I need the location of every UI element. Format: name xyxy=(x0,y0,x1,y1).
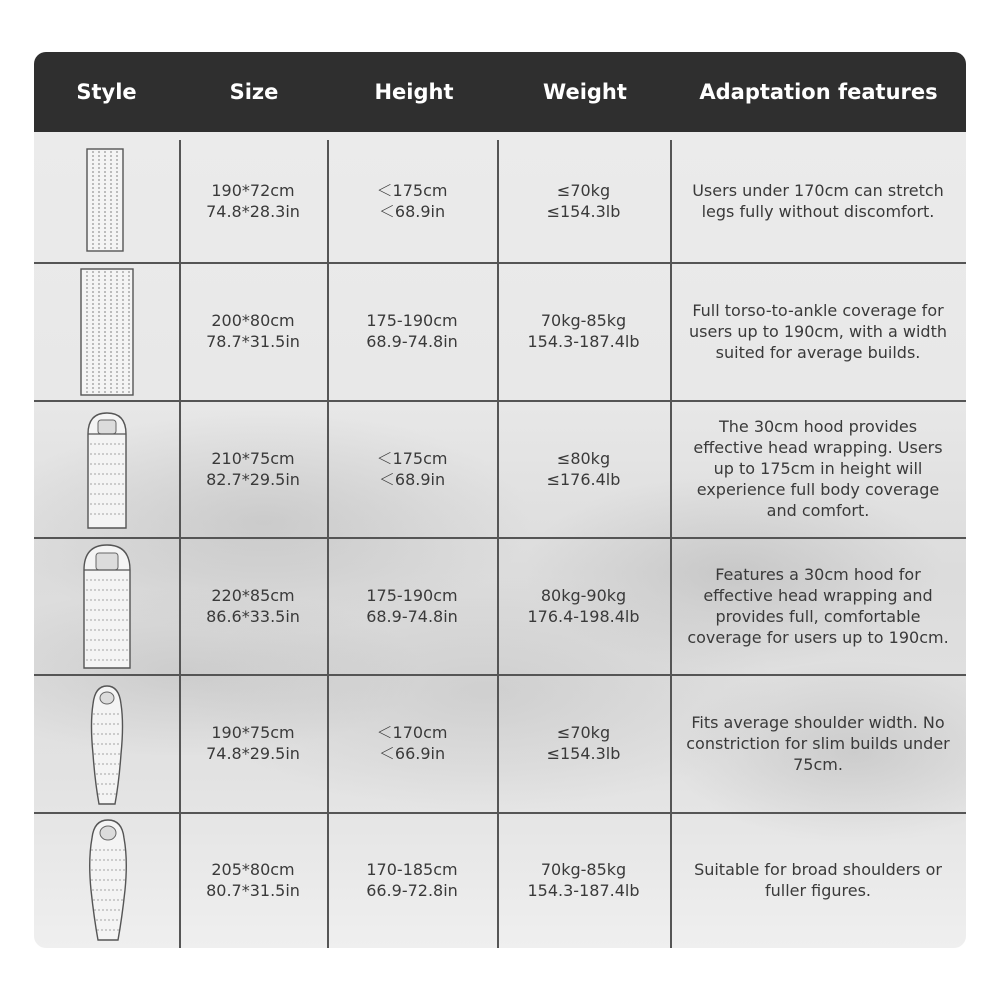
height-in: ＜68.9in xyxy=(378,469,446,489)
header-weight: Weight xyxy=(543,80,627,104)
weight-cell xyxy=(497,812,670,948)
weight-cell xyxy=(497,674,670,812)
weight-kg: ≤80kg xyxy=(556,448,611,468)
height-cm: 175-190cm xyxy=(366,585,458,605)
feature-line: Features a 30cm hood for xyxy=(715,564,921,584)
weight-lb: ≤154.3lb xyxy=(546,202,621,221)
feature-line: suited for average builds. xyxy=(715,342,921,362)
header-height: Height xyxy=(374,80,454,104)
size-cm: 190*75cm xyxy=(211,723,295,742)
features-cell xyxy=(670,262,966,400)
feature-line: Fits average shoulder width. No xyxy=(691,712,945,732)
height-in: ＜66.9in xyxy=(378,744,446,763)
size-cell xyxy=(179,140,327,262)
feature-line: experience full body coverage xyxy=(696,480,940,499)
height-cell xyxy=(327,140,497,262)
feature-line: effective head wrapping. Users xyxy=(693,438,943,457)
feature-line: legs fully without discomfort. xyxy=(701,202,935,221)
weight-lb: 154.3-187.4lb xyxy=(527,881,640,900)
size-cell xyxy=(179,812,327,948)
weight-lb: ≤176.4lb xyxy=(546,469,621,489)
size-in: 74.8*28.3in xyxy=(206,202,300,221)
wide-rectangle-sleeping-bag-icon xyxy=(80,268,134,400)
size-cell xyxy=(179,674,327,812)
weight-kg: ≤70kg xyxy=(556,723,611,742)
rectangle-sleeping-bag-icon xyxy=(86,148,124,256)
size-cm: 205*80cm xyxy=(211,860,295,879)
features-cell xyxy=(670,674,966,812)
feature-line: Users under 170cm can stretch xyxy=(692,181,944,200)
weight-cell xyxy=(497,140,670,262)
weight-lb: 154.3-187.4lb xyxy=(527,332,640,351)
mummy-sleeping-bag-icon xyxy=(88,684,126,810)
feature-line: up to 175cm in height will xyxy=(713,459,923,478)
header-adaptation-features: Adaptation features xyxy=(699,80,938,104)
height-cm: 175-190cm xyxy=(366,311,458,330)
weight-kg: 80kg-90kg xyxy=(540,585,627,605)
height-in: 68.9-74.8in xyxy=(366,332,458,351)
feature-line: Full torso-to-ankle coverage for xyxy=(692,300,944,320)
height-cell xyxy=(327,812,497,948)
size-cell xyxy=(179,262,327,400)
size-in: 74.8*29.5in xyxy=(206,744,300,763)
size-in: 86.6*33.5in xyxy=(206,606,300,626)
height-cm: ＜175cm xyxy=(376,181,448,200)
features-cell xyxy=(670,400,966,537)
feature-line: users up to 190cm, with a width xyxy=(689,321,947,341)
size-cm: 200*80cm xyxy=(211,311,295,330)
weight-kg: 70kg-85kg xyxy=(540,311,627,330)
feature-line: constriction for slim builds under xyxy=(686,733,950,753)
feature-line: 75cm. xyxy=(793,754,843,774)
height-in: 66.9-72.8in xyxy=(366,881,458,900)
height-cm: 170-185cm xyxy=(366,860,458,879)
weight-kg: ≤70kg xyxy=(556,181,611,200)
height-cell xyxy=(327,674,497,812)
header-size: Size xyxy=(229,80,279,104)
weight-kg: 70kg-85kg xyxy=(540,860,627,879)
height-cell xyxy=(327,537,497,674)
size-in: 78.7*31.5in xyxy=(206,332,300,351)
wide-mummy-sleeping-bag-icon xyxy=(86,818,130,946)
table-header xyxy=(34,52,966,132)
features-cell xyxy=(670,140,966,262)
feature-line: provides full, comfortable xyxy=(715,606,921,626)
feature-line: Suitable for broad shoulders or xyxy=(694,860,942,879)
features-cell xyxy=(670,537,966,674)
size-cell xyxy=(179,400,327,537)
weight-lb: ≤154.3lb xyxy=(546,744,621,763)
weight-lb: 176.4-198.4lb xyxy=(527,606,640,626)
size-cm: 210*75cm xyxy=(211,448,295,468)
size-chart-table xyxy=(34,52,966,948)
size-in: 82.7*29.5in xyxy=(206,469,300,489)
size-cm: 190*72cm xyxy=(211,181,295,200)
wide-hooded-envelope-sleeping-bag-icon xyxy=(82,542,132,674)
weight-cell xyxy=(497,262,670,400)
height-in: ＜68.9in xyxy=(378,202,446,221)
height-cm: ＜170cm xyxy=(376,723,448,742)
height-cm: ＜175cm xyxy=(376,448,448,468)
feature-line: coverage for users up to 190cm. xyxy=(687,627,949,647)
header-style: Style xyxy=(76,80,137,104)
size-in: 80.7*31.5in xyxy=(206,881,300,900)
feature-line: The 30cm hood provides xyxy=(718,417,918,436)
features-cell xyxy=(670,812,966,948)
feature-line: effective head wrapping and xyxy=(703,585,933,605)
feature-line: fuller figures. xyxy=(764,881,872,900)
weight-cell xyxy=(497,537,670,674)
height-in: 68.9-74.8in xyxy=(366,606,458,626)
weight-cell xyxy=(497,400,670,537)
feature-line: and comfort. xyxy=(766,501,870,520)
hooded-envelope-sleeping-bag-icon xyxy=(86,410,128,534)
size-cm: 220*85cm xyxy=(211,585,295,605)
size-cell xyxy=(179,537,327,674)
height-cell xyxy=(327,262,497,400)
height-cell xyxy=(327,400,497,537)
